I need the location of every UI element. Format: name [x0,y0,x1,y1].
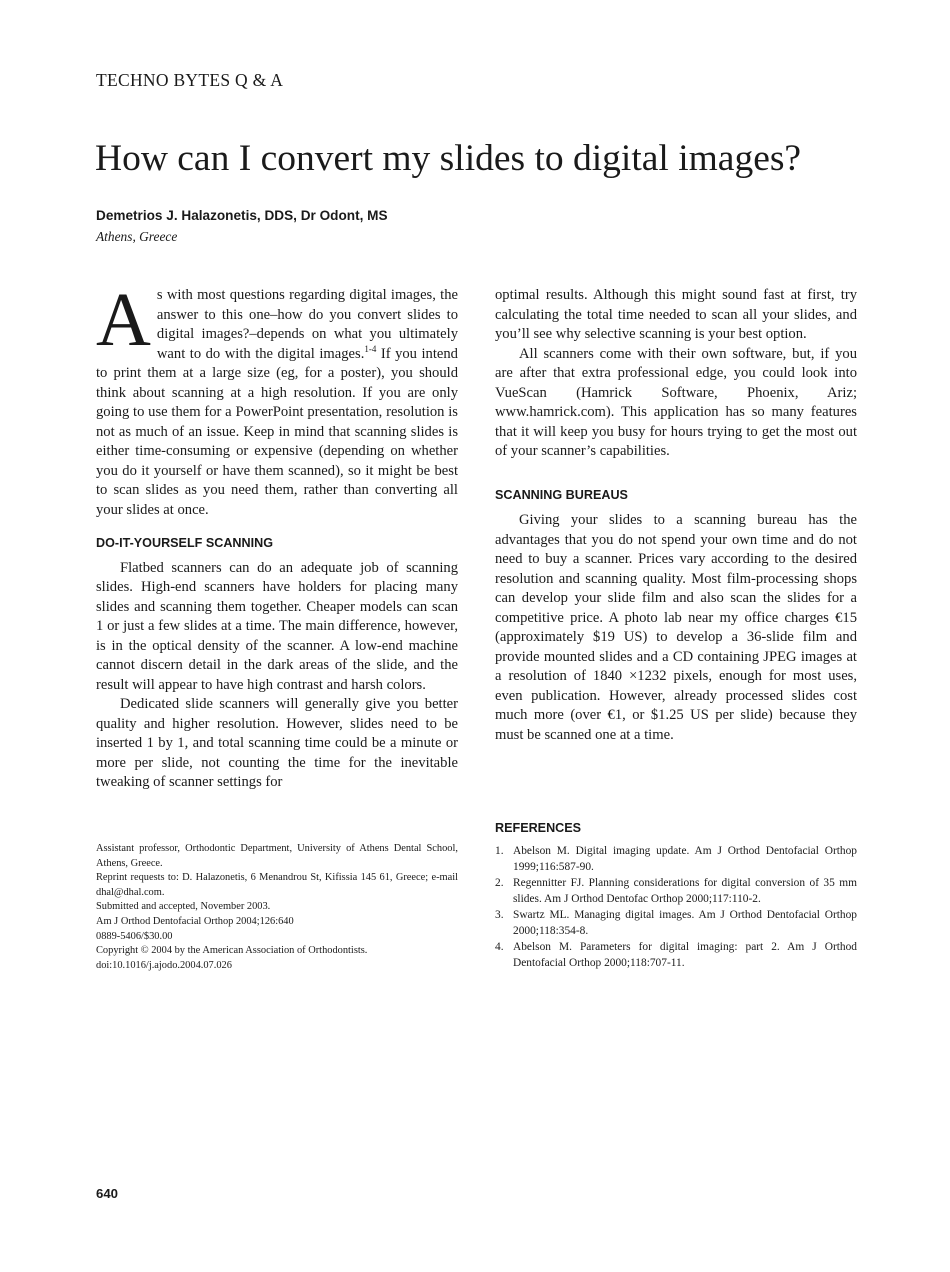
footnote: Assistant professor, Orthodontic Department, University of Athens Dental School, Athens, Greece. [96,843,458,869]
footnote: 0889-5406/$30.00 [96,930,173,942]
bureau-heading: SCANNING BUREAUS [495,487,628,502]
diy-paragraph-2: Dedicated slide scanners will generally give you better quality and higher resolution. However, slides need to be inserted 1 by 1, and total scanning time could be a minute or more per slide, not counting the time for the inevitable tweaking of scanner settings for [96,696,458,790]
reference-citation: 1-4 [364,343,377,354]
footnote: Submitted and accepted, November 2003. [96,901,271,913]
right-paragraph-1: optimal results. Although this might sound fast at first, try calculating the total time needed to scan all your slides, and you’ll see why selective scanning is your best option. [495,287,857,342]
footnote: Am J Orthod Dentofacial Orthop 2004;126:640 [96,915,294,927]
reference-number: 1. [495,845,504,857]
footnote: Reprint requests to: D. Halazonetis, 6 Menandrou St, Kifissia 145 61, Greece; e-mail dhal@dhal.com. [96,872,458,898]
left-column [96,278,458,793]
intro-text: s with most questions regarding digital images, the answer to this one–how do you convert slides to digital images?–depends on what you ultimately want to do with the digital images. [156,287,458,362]
right-paragraph-2: All scanners come with their own software, but, if you are after that extra professional edge, you could look into VueScan (Hamrick Software, Phoenix, Ariz; www.hamrick.com). This application has so many features that it will keep you busy for hours trying to get the most out of your scanner’s capabilities. [495,345,857,459]
footnote: doi:10.1016/j.ajodo.2004.07.026 [96,959,232,971]
reference-number: 4. [495,941,504,953]
diy-paragraph-1: Flatbed scanners can do an adequate job of scanning slides. High-end scanners have holders for placing many slides and scanning them together. Cheaper models can scan 1 or just a few slides at a time. The main difference, however, is in the optical density of the scanner. A low-end machine cannot discern detail in the dark areas of the slide, and the result will appear to have high contrast and harsh colors. [96,559,458,693]
right-column [495,286,857,745]
bureau-paragraph: Giving your slides to a scanning bureau has the advantages that you do not spend your own time and do not need to buy a scanner. Prices vary according to the desired resolution and scanning quality. Most film-processing shops can develop your slide film and also scan the slides for a competitive price. A photo lab near my office charges €15 (approximately $19 US) to develop a 36-slide film and provide mounted slides and a CD containing JPEG images at a resolution of 1840 ×1232 pixels, enough for most uses, even publication. However, already processed slides cost much more (over €1, or $1.25 US per slide) because they must be scanned one at a time. [495,512,857,743]
author-affiliation: Athens, Greece [96,229,178,244]
references-heading: REFERENCES [495,821,582,835]
reference-text: Regennitter FJ. Planning considerations for digital conversion of 35 mm slides. Am J Orthod Dentofac Orthop 2000;117:110-2. [513,877,857,905]
footnote: Copyright © 2004 by the American Association of Orthodontists. [96,945,368,957]
author-name: Demetrios J. Halazonetis, DDS, Dr Odont, MS [96,208,388,223]
footnotes [96,842,458,973]
reference-number: 2. [495,877,504,889]
reference-number: 3. [495,909,504,921]
intro-paragraph [96,278,458,520]
page-number: 640 [96,1186,119,1201]
reference-item [495,939,857,971]
reference-text: Abelson M. Parameters for digital imaging: part 2. Am J Orthod Dentofacial Orthop 2000;118:707-11. [513,941,857,969]
reference-item [495,907,857,939]
drop-cap: A [96,278,151,362]
reference-item [495,875,857,907]
reference-item [495,843,857,875]
section-label: TECHNO BYTES Q & A [96,70,284,90]
article-title: How can I convert my slides to digital images? [95,138,802,179]
reference-text: Swartz ML. Managing digital images. Am J Orthod Dentofacial Orthop 2000;118:354-8. [513,909,857,937]
reference-text: Abelson M. Digital imaging update. Am J Orthod Dentofacial Orthop 1999;116:587-90. [513,845,857,873]
intro-text-continued: If you intend to print them at a large size (eg, for a poster), you should think about scanning at a high resolution. If you are only going to use them for a PowerPoint presentation, resolution is not as much of an issue. Keep in mind that scanning slides is either time-consuming or expensive (depending on whether you do it yourself or have them scanned), so it might be best to scan slides as you need them, rather than converting all your slides at once. [96,345,458,518]
references-list [495,843,857,971]
diy-heading: DO-IT-YOURSELF SCANNING [96,536,274,550]
